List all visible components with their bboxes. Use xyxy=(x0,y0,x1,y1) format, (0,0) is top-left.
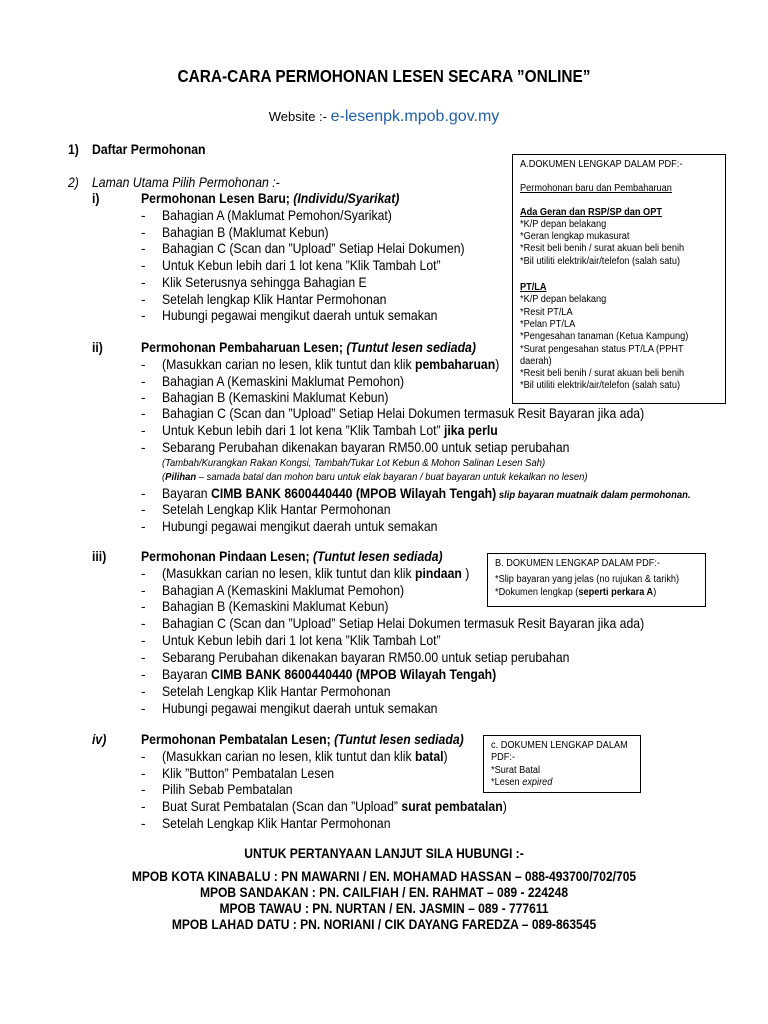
box-list-item: *Bil utiliti elektrik/air/telefon (salah satu) xyxy=(520,380,681,392)
step-1-number: 1) xyxy=(68,142,79,157)
list-item: Bahagian A (Maklumat Pemohon/Syarikat) xyxy=(162,208,392,223)
box-b-title: B. DOKUMEN LENGKAP DALAM PDF:- xyxy=(495,558,660,569)
list-item: Bahagian C (Scan dan ”Upload” Setiap Helai Dokumen) xyxy=(162,241,465,257)
section-1-number: i) xyxy=(92,191,100,206)
list-item: Bahagian A (Kemaskini Maklumat Pemohon) xyxy=(162,583,405,598)
list-item: Pilih Sebab Pembatalan xyxy=(162,782,293,797)
list-item: (Masukkan carian no lesen, klik tuntut dan klik pembaharuan) xyxy=(162,357,500,372)
box-b-line: *Slip bayaran yang jelas (no rujukan & tarikh) xyxy=(495,574,680,586)
section-4-heading: Permohonan Pembatalan Lesen; (Tuntut lesen sediada) xyxy=(141,732,464,747)
list-item: (Masukkan carian no lesen, klik tuntut dan klik pindaan ) xyxy=(162,566,470,581)
box-list-item: *K/P depan belakang xyxy=(520,294,607,306)
list-item: (Masukkan carian no lesen, klik tuntut dan klik batal) xyxy=(162,749,448,764)
list-item: Bahagian B (Kemaskini Maklumat Kebun) xyxy=(162,390,389,405)
box-list-item: *Bil utiliti elektrik/air/telefon (salah satu) xyxy=(520,255,681,267)
box-c-line: PDF:- xyxy=(491,752,516,764)
box-list-item: daerah) xyxy=(520,355,552,367)
note-text: (Pilihan – samada batal dan mohon baru untuk elak bayaran / buat bayaran untuk kekalkan no lesen) xyxy=(162,471,588,483)
list-item: Bayaran CIMB BANK 8600440440 (MPOB Wilayah Tengah) xyxy=(162,667,497,682)
box-a-group-1-list xyxy=(520,219,718,268)
list-item: Sebarang Perubahan dikenakan bayaran RM50.00 untuk setiap perubahan xyxy=(162,440,570,455)
step-2-number: 2) xyxy=(68,175,79,190)
contact-line: MPOB KOTA KINABALU : PN MAWARNI / EN. MOHAMAD HASSAN – 088-493700/702/705 xyxy=(131,869,637,884)
list-item: Buat Surat Pembatalan (Scan dan ”Upload” surat pembatalan) xyxy=(162,799,507,814)
list-item: Setelah Lengkap Klik Hantar Permohonan xyxy=(162,816,391,831)
list-item: Hubungi pegawai mengikut daerah untuk semakan xyxy=(162,701,438,716)
box-list-item: *K/P depan belakang xyxy=(520,218,607,230)
section-1-heading: Permohonan Lesen Baru; (Individu/Syarikat) xyxy=(141,191,400,206)
page-title: CARA-CARA PERMOHONAN LESEN SECARA ”ONLINE” xyxy=(177,66,591,86)
list-item: Setelah lengkap Klik Hantar Permohonan xyxy=(162,291,387,307)
step-2-text: Laman Utama Pilih Permohonan :- xyxy=(92,175,280,190)
box-list-item: *Resit PT/LA xyxy=(520,306,573,318)
list-item: Untuk Kebun lebih dari 1 lot kena ”Klik Tambah Lot” xyxy=(162,633,441,648)
document-box-c xyxy=(483,735,641,793)
box-list-item: *Surat pengesahan status PT/LA (PPHT xyxy=(520,343,684,355)
list-item: Klik Seterusnya sehingga Bahagian E xyxy=(162,274,367,290)
box-c-line: *Surat Batal xyxy=(491,764,541,776)
section-3-heading: Permohonan Pindaan Lesen; (Tuntut lesen sediada) xyxy=(141,549,443,564)
list-item: Hubungi pegawai mengikut daerah untuk semakan xyxy=(162,519,438,534)
box-list-item: *Pelan PT/LA xyxy=(520,318,576,330)
list-item: Bahagian C (Scan dan ”Upload” Setiap Helai Dokumen termasuk Resit Bayaran jika ada) xyxy=(162,406,645,421)
list-item: Hubungi pegawai mengikut daerah untuk semakan xyxy=(162,308,438,324)
box-a-group-2-heading: PT/LA xyxy=(520,282,547,294)
note-text: (Tambah/Kurangkan Rakan Kongsi, Tambah/Tukar Lot Kebun & Mohon Salinan Lesen Sah) xyxy=(162,457,546,469)
box-list-item: *Pengesahan tanaman (Ketua Kampung) xyxy=(520,331,689,343)
box-a-group-2-list xyxy=(520,294,718,392)
list-item: Setelah Lengkap Klik Hantar Permohonan xyxy=(162,502,391,517)
website-label: Website :- xyxy=(268,109,331,124)
list-item: Bayaran CIMB BANK 8600440440 (MPOB Wilayah Tengah) slip bayaran muatnaik dalam permohonan. xyxy=(162,486,691,501)
section-3-number: iii) xyxy=(92,549,107,564)
section-4-number: iv) xyxy=(92,732,107,747)
box-list-item: *Resit beli benih / surat akuan beli benih xyxy=(520,243,685,255)
contact-line: MPOB TAWAU : PN. NURTAN / EN. JASMIN – 089 - 777611 xyxy=(219,901,549,916)
box-a-group-1-heading: Ada Geran dan RSP/SP dan OPT xyxy=(520,206,662,218)
box-a-title: A.DOKUMEN LENGKAP DALAM PDF:- xyxy=(520,159,683,170)
section-2-number: ii) xyxy=(92,340,103,355)
box-list-item: *Resit beli benih / surat akuan beli benih xyxy=(520,368,685,380)
document-box-a xyxy=(512,154,726,404)
box-c-line: *Lesen expired xyxy=(491,776,553,788)
list-item: Bahagian B (Maklumat Kebun) xyxy=(162,224,329,240)
list-item: Bahagian B (Kemaskini Maklumat Kebun) xyxy=(162,599,389,614)
document-box-b xyxy=(487,553,706,607)
contact-line: MPOB SANDAKAN : PN. CAILFIAH / EN. RAHMAT – 089 - 224248 xyxy=(199,885,569,900)
list-item: Untuk Kebun lebih dari 1 lot kena ”Klik Tambah Lot” xyxy=(162,258,441,274)
list-item: Bahagian A (Kemaskini Maklumat Pemohon) xyxy=(162,374,405,389)
step-1-text: Daftar Permohonan xyxy=(92,142,206,157)
list-item: Sebarang Perubahan dikenakan bayaran RM50.00 untuk setiap perubahan xyxy=(162,650,570,665)
list-item: Setelah Lengkap Klik Hantar Permohonan xyxy=(162,684,391,699)
box-b-line: *Dokumen lengkap (seperti perkara A) xyxy=(495,586,657,598)
box-c-title: c. DOKUMEN LENGKAP DALAM xyxy=(491,740,628,751)
contact-heading: UNTUK PERTANYAAN LANJUT SILA HUBUNGI :- xyxy=(244,846,524,861)
section-2-heading: Permohonan Pembaharuan Lesen; (Tuntut lesen sediada) xyxy=(141,340,476,355)
website-link[interactable]: e-lesenpk.mpob.gov.my xyxy=(330,108,500,125)
box-list-item: *Geran lengkap mukasurat xyxy=(520,231,630,243)
contact-line: MPOB LAHAD DATU : PN. NORIANI / CIK DAYANG FAREDZA – 089-863545 xyxy=(171,917,597,932)
list-item: Klik ”Button” Pembatalan Lesen xyxy=(162,766,335,781)
website-line xyxy=(0,108,768,126)
list-item: Untuk Kebun lebih dari 1 lot kena ”Klik Tambah Lot” jika perlu xyxy=(162,423,498,438)
box-a-subtitle: Permohonan baru dan Pembaharuan xyxy=(520,183,672,195)
list-item: Bahagian C (Scan dan ”Upload” Setiap Helai Dokumen termasuk Resit Bayaran jika ada) xyxy=(162,616,645,631)
